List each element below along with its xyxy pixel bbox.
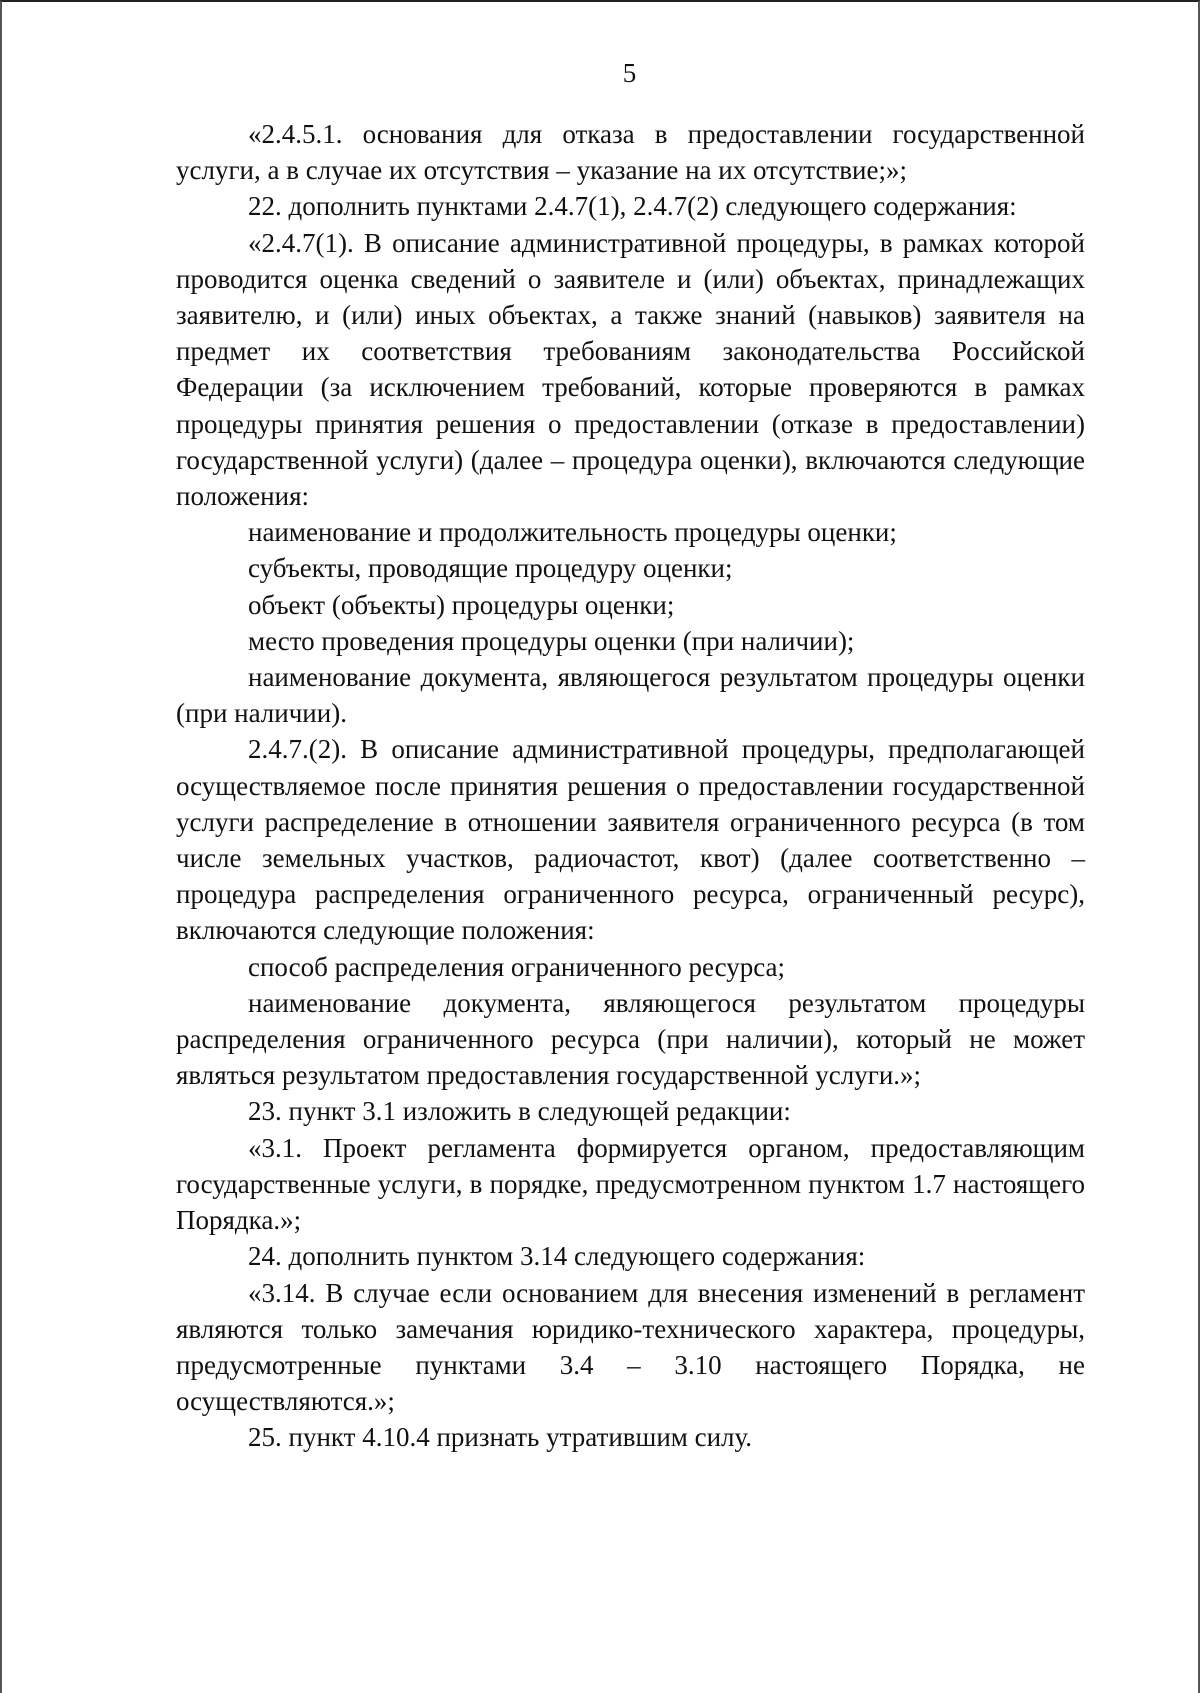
- list-item: место проведения процедуры оценки (при наличии);: [248, 625, 855, 656]
- list-item: способ распределения ограниченного ресурса;: [248, 951, 786, 982]
- page-number: 5: [622, 58, 637, 88]
- document-body: [176, 116, 1085, 1456]
- paragraph-item-22: 22. дополнить пунктами 2.4.7(1), 2.4.7(2) следующего содержания:: [248, 191, 1017, 222]
- list-item: субъекты, проводящие процедуру оценки;: [248, 553, 733, 584]
- list-item: наименование и продолжительность процедуры оценки;: [248, 517, 897, 548]
- paragraph-2-4-7-1: «2.4.7(1). В описание административной процедуры, в рамках которой проводится оценка сведений о заявителе и (или) объектах, принадлежащих заявителю, и (или) иных объектах, а также знаний (навыков) заявителя на предмет их соответствия требованиям законодательства Российской Федерации (за исключением требований, которые проверяются в рамках процедуры принятия решения о предоставлении (отказе в предоставлении) государственной услуги) (далее – процедура оценки), включаются следующие положения:: [176, 227, 1085, 512]
- list-item: объект (объекты) процедуры оценки;: [248, 589, 675, 620]
- paragraph-2-4-5-1: «2.4.5.1. основания для отказа в предоставлении государственной услуги, а в случае их отсутствия – указание на их отсутствие;»;: [176, 119, 1085, 186]
- paragraph-2-4-7-2: 2.4.7.(2). В описание административной процедуры, предполагающей осуществляемое после принятия решения о предоставлении государственной услуги распределение в отношении заявителя ограниченного ресурса (в том числе земельных участков, радиочастот, квот) (далее соответственно – процедура распределения ограниченного ресурса, ограниченный ресурс), включаются следующие положения:: [176, 734, 1085, 946]
- paragraph-item-25: 25. пункт 4.10.4 признать утратившим силу.: [248, 1422, 753, 1453]
- paragraph-3-14: «3.14. В случае если основанием для внесения изменений в регламент являются только замечания юридико-технического характера, процедуры, предусмотренные пунктами 3.4 – 3.10 настоящего Порядка, не осуществляются.»;: [176, 1277, 1085, 1417]
- list-item: наименование документа, являющегося результатом процедуры оценки (при наличии).: [176, 662, 1085, 729]
- paragraph-3-1: «3.1. Проект регламента формируется органом, предоставляющим государственные услуги, в порядке, предусмотренном пунктом 1.7 настоящего Порядка.»;: [176, 1132, 1085, 1236]
- list-item: наименование документа, являющегося результатом процедуры распределения ограниченного ресурса (при наличии), который не может являться результатом предоставления государственной услуги.»;: [176, 987, 1085, 1091]
- paragraph-item-23: 23. пункт 3.1 изложить в следующей редакции:: [248, 1096, 791, 1127]
- paragraph-item-24: 24. дополнить пунктом 3.14 следующего содержания:: [248, 1241, 866, 1272]
